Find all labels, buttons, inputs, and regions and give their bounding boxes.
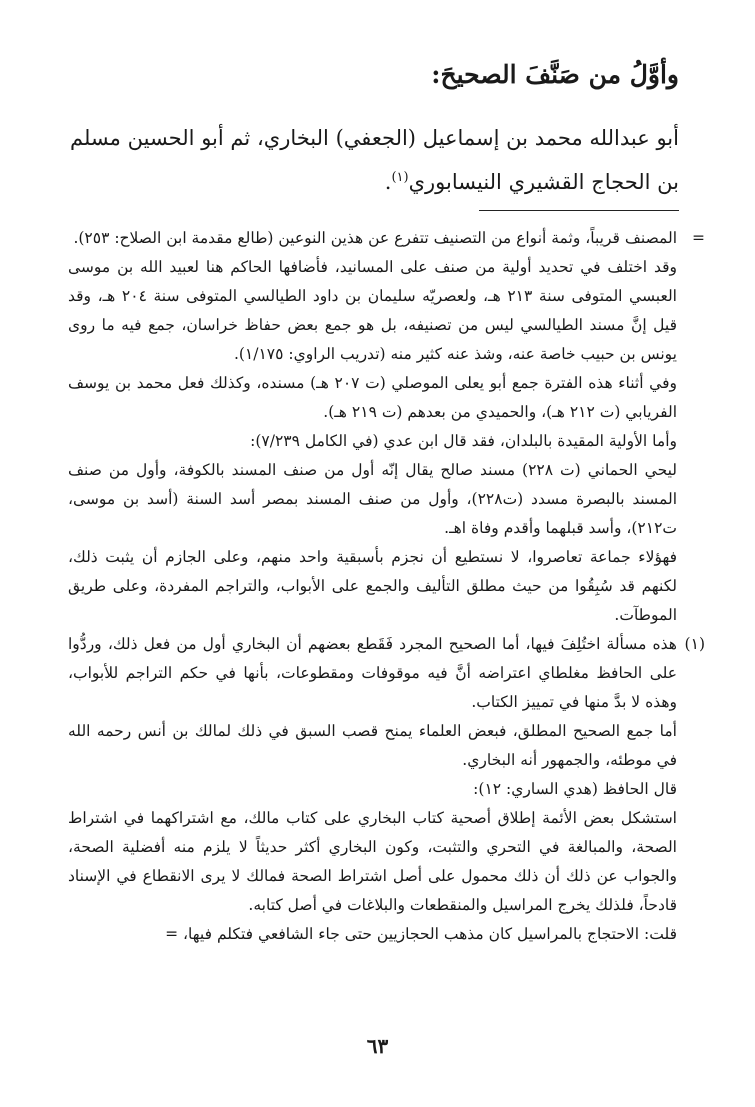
footnote-paragraph: وفي أثناء هذه الفترة جمع أبو يعلى الموصلي (ت ٢٠٧ هـ) مسنده، وكذلك فعل محمد بن يوسف الفريابي (ت ٢١٢ هـ)، والحميدي من بعدهم (ت ٢١٩ هـ). [68, 374, 677, 421]
intro-end: . [384, 170, 392, 194]
footnotes [68, 224, 705, 949]
footnote-continued [68, 224, 705, 630]
footnote-paragraph: قال الحافظ (هدي الساري: ١٢): [473, 780, 677, 798]
footnote-ref: (١) [391, 170, 409, 185]
footnote-paragraph: المصنف قريباً، وثمة أنواع من التصنيف تتفرع عن هذين النوعين (طالع مقدمة ابن الصلاح: ٢٥٣). [73, 229, 677, 247]
footnote-paragraph: قلت: الاحتجاج بالمراسيل كان مذهب الحجازيين حتى جاء الشافعي فتكلم فيها، = [165, 925, 677, 943]
footnote-paragraph: استشكل بعض الأئمة إطلاق أصحية كتاب البخاري على كتاب مالك، مع اشتراكهما في اشتراط الصحة، والمبالغة في التحري والتثبت، وكون البخاري أكثر حديثاً لا يلزم منه أفضلية الصحة، والجواب عن ذلك أن ذلك محمول على أصل اشتراط الصحة فمالك لا يرى الانقطاع في الإسناد قادحاً، فلذلك يخرج المراسيل والمنقطعات والبلاغات في أصل كتابه. [68, 809, 677, 914]
footnote-paragraph: أما جمع الصحيح المطلق، فبعض العلماء يمنح قصب السبق في ذلك لمالك بن أنس رحمه الله في موطئه، والجمهور أنه البخاري. [68, 722, 677, 769]
intro-paragraph [70, 118, 679, 202]
section-heading: وأوَّلُ من صَنَّفَ الصحيحَ: [431, 60, 679, 89]
page-number: ٦٣ [366, 1034, 389, 1058]
footnote-paragraph: ليحي الحماني (ت ٢٢٨) مسند صالح يقال إنّه أول من صنف المسند بالكوفة، وأول من صنف المسند بالبصرة مسدد (ت٢٢٨)، وأول من صنف المسند بمصر أسد السنة (أسد بن موسى، ت٢١٢)، وأسد قبلهما وأقدم وفاة اهـ. [68, 461, 677, 537]
footnote-marker: (١) [684, 635, 705, 653]
footnote-marker: = [692, 229, 705, 247]
intro-text: أبو عبدالله محمد بن إسماعيل (الجعفي) البخاري، ثم أبو الحسين مسلم بن الحجاج القشيري النيسابوري [70, 126, 679, 194]
footnote-paragraph: هذه مسألة اختُلِفَ فيها، أما الصحيح المجرد فَقَطع بعضهم أن البخاري أول من فعل ذلك، وردُّوا على الحافظ مغلطاي اعتراضه أنَّ فيه موقوفات ومقطوعات، بأنها في حكم التراجم للأبواب، وهذه لا بدَّ منها في تمييز الكتاب. [68, 635, 677, 711]
footnote-paragraph: وقد اختلف في تحديد أولية من صنف على المسانيد، فأضافها الحاكم هنا لعبيد الله بن موسى العبسي المتوفى سنة ٢١٣ هـ، ولعصريّه سليمان بن داود الطيالسي المتوفى سنة ٢٠٤ هـ، وقد قيل إنَّ مسند الطيالسي ليس من تصنيفه، بل هو جمع بعض حفاظ خراسان، جمع فيه ما روى يونس بن حبيب خاصة عنه، وشذ عنه كثير منه (تدريب الراوي: ١/١٧٥). [68, 258, 677, 363]
footnote-paragraph: وأما الأولية المقيدة بالبلدان، فقد قال ابن عدي (في الكامل ٧/٢٣٩): [250, 432, 677, 450]
footnote-separator [479, 210, 679, 211]
footnote-1 [68, 630, 705, 949]
footnote-paragraph: فهؤلاء جماعة تعاصروا، لا نستطيع أن نجزم بأسبقية واحد منهم، وعلى الجازم أن يثبت ذلك، لكنهم قد سُبِقُوا من حيث مطلق التأليف والجمع على الأبواب، والتراجم المفردة، وعلى طريق الموطآت. [68, 548, 677, 624]
